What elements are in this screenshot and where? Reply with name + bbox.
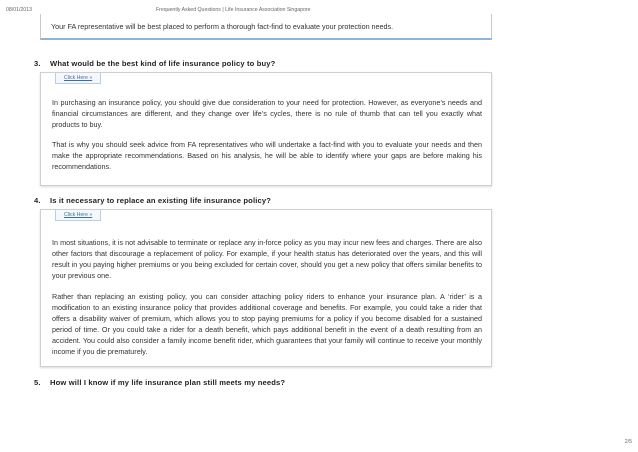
answer-paragraph: That is why you should seek advice from FA representatives who will undertake a fact-find with you to evaluate your needs and then make the appropriate recommendations. Based on his analysis, he will be able to identify where your gaps are before making his recommendations.	[52, 140, 482, 171]
print-title: Frequently Asked Questions | Life Insurance Association Singapore	[156, 7, 311, 13]
question-3-heading[interactable]	[34, 59, 275, 68]
answer-paragraph: In most situations, it is not advisable to terminate or replace any in-force policy as you may incur new fees and charges. There are also other factors that discourage a replacement of policy. For example, if your health status has deteriorated over the years, and this will result in you paying higher premiums or you being excluded for certain cover, should you get a new policy that offers similar benefits to your previous one.	[52, 238, 482, 280]
previous-answer-box	[40, 14, 492, 40]
question-number: 4.	[34, 196, 41, 205]
question-4-heading[interactable]	[34, 196, 271, 205]
click-here-link[interactable]: Click Here »	[55, 210, 101, 221]
question-title: Is it necessary to replace an existing life insurance policy?	[50, 196, 272, 205]
question-number: 3.	[34, 59, 41, 68]
question-3-answer-panel	[40, 72, 492, 186]
page-number: 2/5	[624, 439, 632, 445]
click-here-link[interactable]: Click Here »	[55, 73, 101, 84]
print-date: 08/01/2013	[6, 7, 32, 13]
question-5-heading[interactable]	[34, 378, 285, 387]
answer-paragraph: In purchasing an insurance policy, you should give due consideration to your need for protection. However, as everyone’s needs and financial circumstances are different, and they change over life’s cycles, there is no rule of thumb that can tell you exactly what products to buy.	[52, 98, 482, 129]
answer-paragraph: Rather than replacing an existing policy, you can consider attaching policy riders to enhance your insurance plan. A ‘rider’ is a modification to an existing insurance policy that provides additional coverage and benefits. For example, you could take a rider that offers a disability waiver of premium, which allows you to stop paying premiums for a policy if you become disabled for a sustained period of time. Or you could take a rider for a death benefit, which pays additional benefit in the event of a death resulting from an accident. You could also consider a family income benefit rider, which guarantees that your family will continue to receive your monthly income if you die prematurely.	[52, 292, 482, 356]
question-title: How will I know if my life insurance plan still meets my needs?	[50, 378, 286, 387]
question-4-answer-panel	[40, 209, 492, 367]
question-number: 5.	[34, 378, 41, 387]
question-title: What would be the best kind of life insurance policy to buy?	[50, 59, 276, 68]
previous-answer-text: Your FA representative will be best placed to perform a thorough fact-find to evaluate your protection needs.	[51, 22, 394, 31]
